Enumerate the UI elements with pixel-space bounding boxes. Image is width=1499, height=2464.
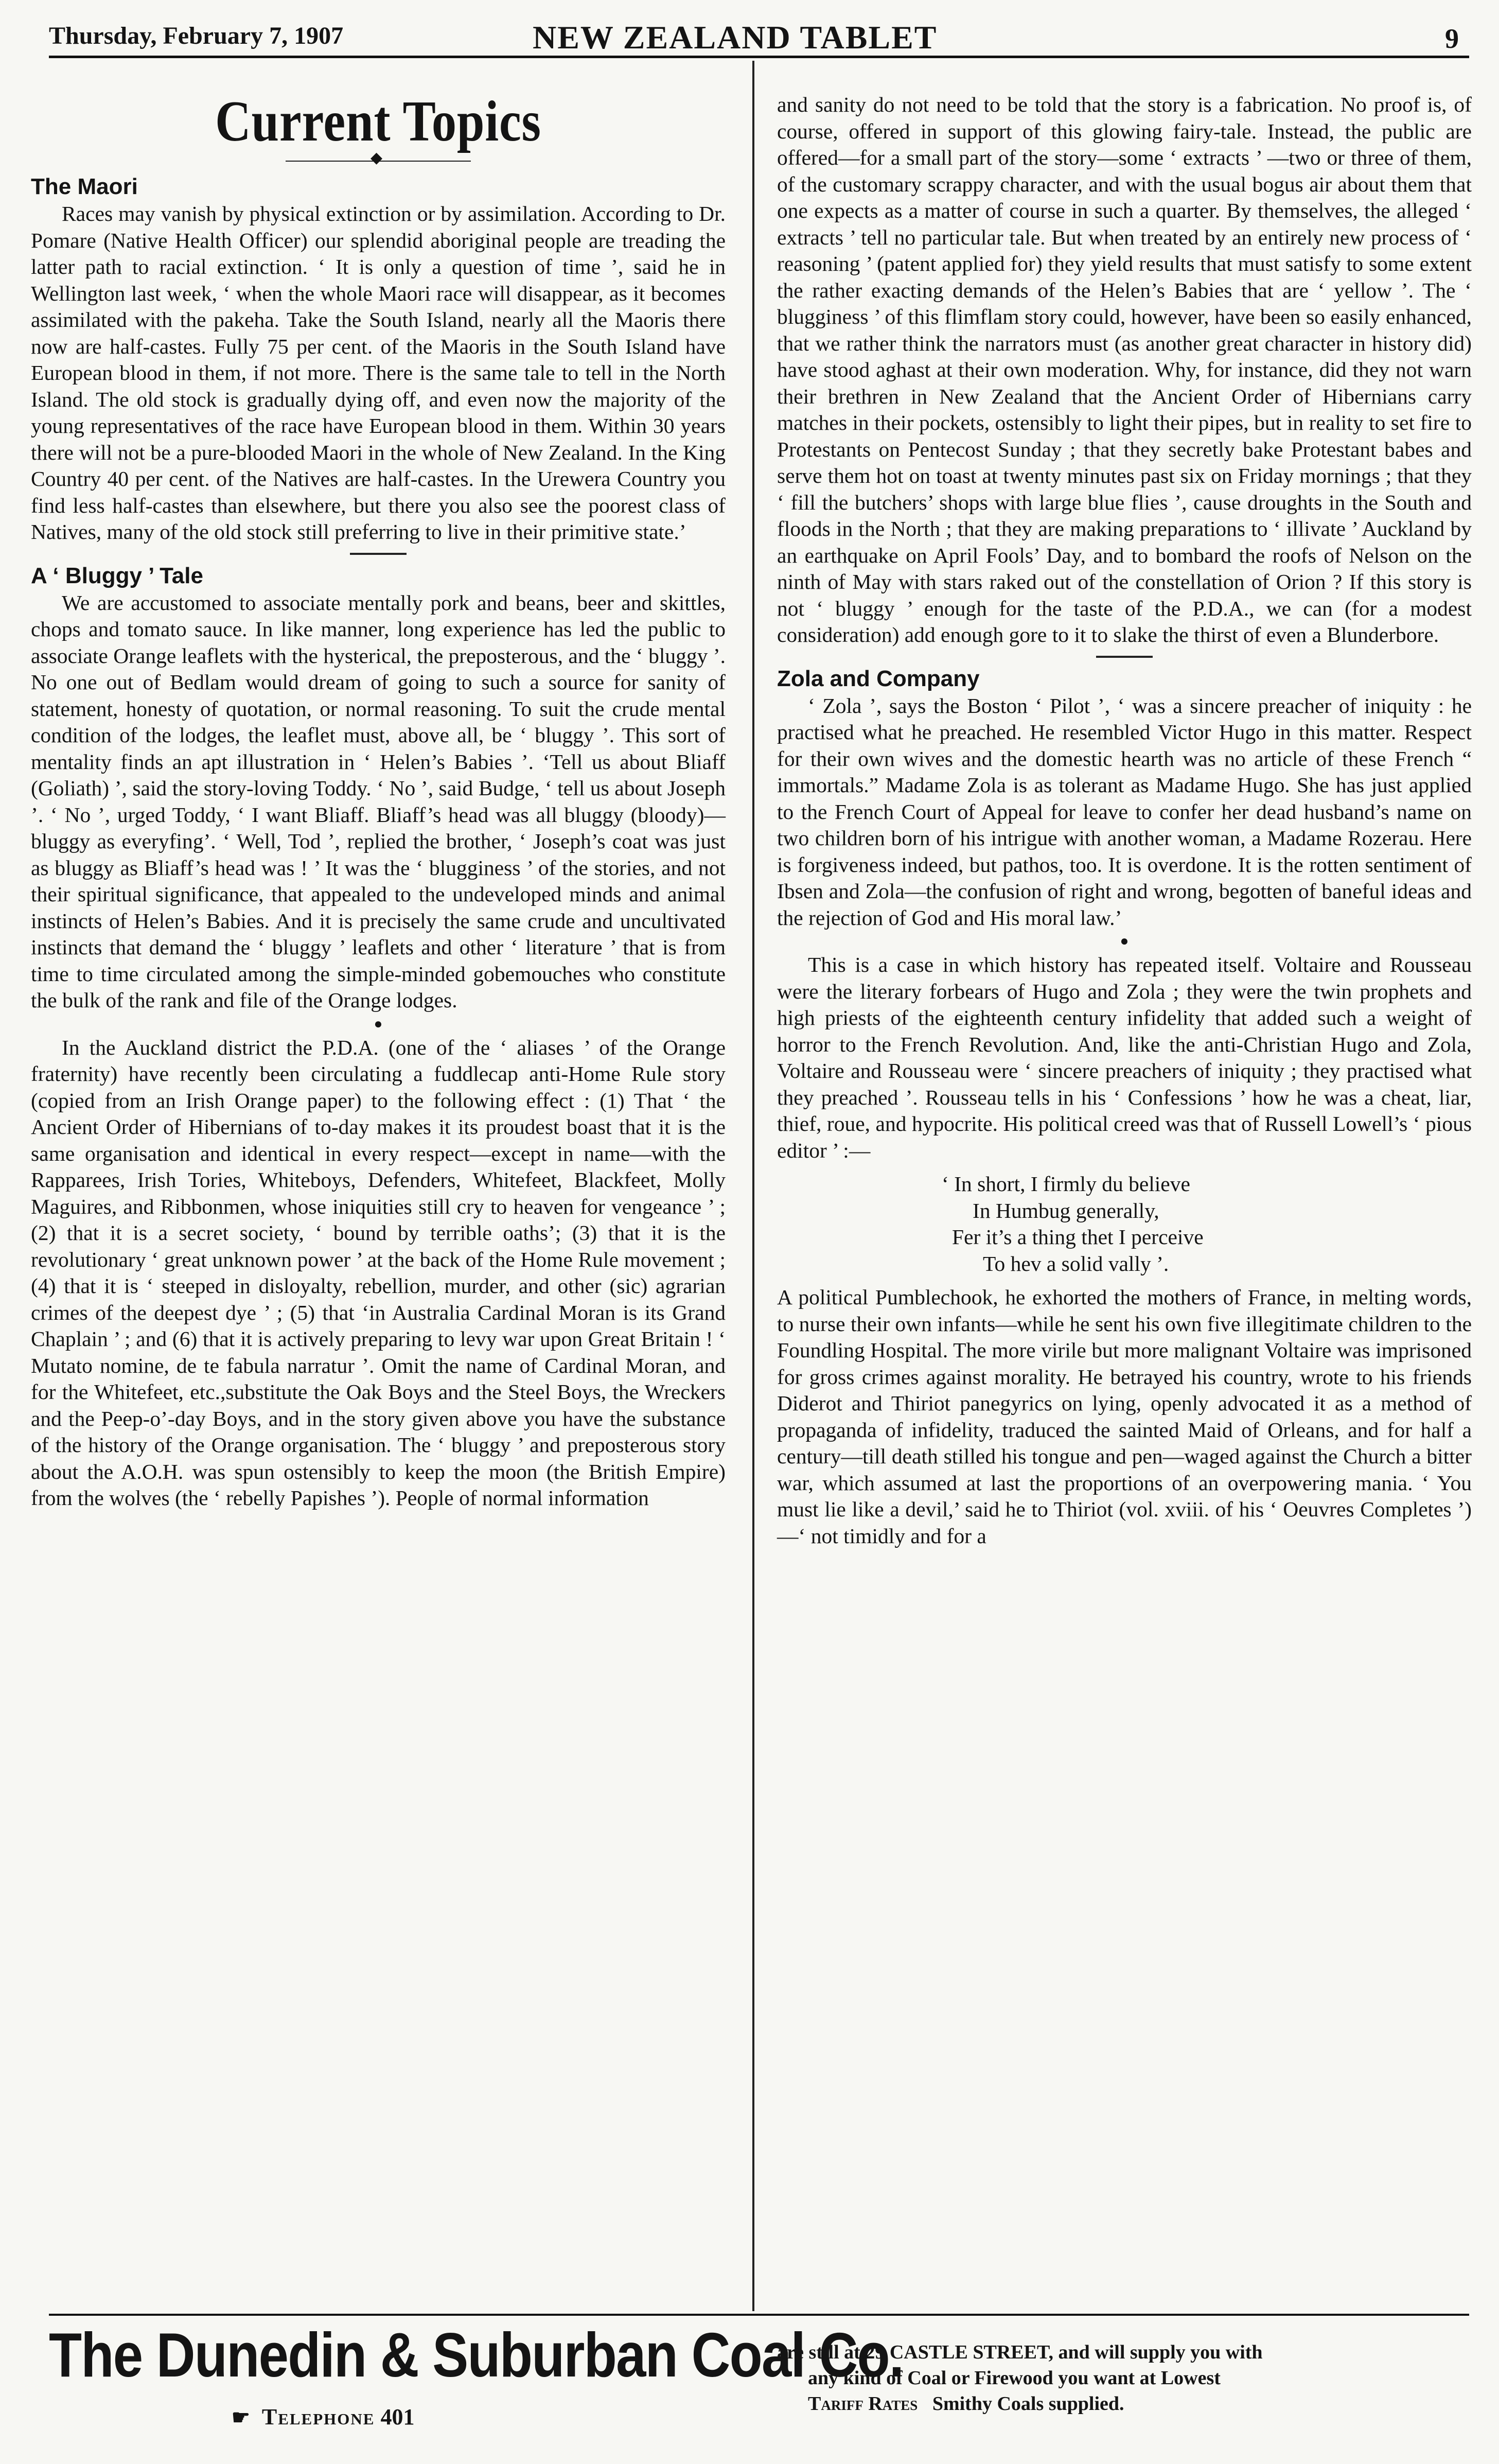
verse-line: ‘ In short, I firmly du believe: [942, 1172, 1190, 1196]
issue-date: Thursday, February 7, 1907: [49, 22, 344, 49]
advert-smithy: Smithy Coals supplied.: [932, 2393, 1124, 2415]
verse-line: To hev a solid vally ’.: [983, 1251, 1169, 1275]
heading-zola-and-company: Zola and Company: [777, 666, 980, 691]
publication-title: NEW ZEALAND TABLET: [533, 19, 938, 56]
advert-telephone: [232, 2404, 414, 2430]
verse-line: Fer it’s a thing thet I perceive: [952, 1225, 1204, 1249]
dot-separator-icon: ●: [1120, 933, 1129, 949]
section-title: Current Topics: [215, 90, 541, 153]
advert-line: are still at 29 CASTLE STREET, and will supply you with: [777, 2341, 1263, 2363]
verse-quote: [777, 1171, 1472, 1277]
header-rule: [49, 56, 1469, 58]
article-divider: [350, 553, 407, 555]
article-divider: [1096, 656, 1153, 658]
zola-paragraph-3: A political Pumblechook, he exhorted the mothers of France, in melting words, to nurse their own infants—while he sent his own five illegitimate children to the Foundling Hospital. The more virile but more malignant Voltaire was imprisoned for gross crimes against morality. He betrayed his country, wrote to his friends Diderot and Thiriot panegyrics on lying, openly advocated it as a method of propaganda of infidelity, traduced the sainted Maid of Orleans, and for half a century—till death stilled his tongue and pen—waged against the Church a bitter war, which assumed at last the proportions of an overpowering mania. ‘ You must lie like a devil,’ said he to Thiriot (vol. xviii. of his ‘ Oeuvres Completes ’)—‘ not timidly and for a: [777, 1285, 1472, 1548]
zola-paragraph-1: ‘ Zola ’, says the Boston ‘ Pilot ’, ‘ was a sincere preacher of iniquity : he practised what he preached. He resembled Victor Hugo in this matter. Respect for their own wives and the domestic hearth was no article of these French “ immortals.” Madame Zola is as tolerant as Madame Hugo. She has just applied to the French Court of Appeal for leave to confer her dead husband’s name on two children born of his intrigue with another woman, a Madame Rozerau. Here is forgiveness indeed, but pathos, too. It is overdone. It is the rotten sentiment of Ibsen and Zola—the confusion of right and wrong, begotten of baneful ideas and the rejection of God and His moral law.’: [777, 693, 1472, 930]
pointing-hand-icon: ☛: [232, 2406, 250, 2429]
page-number: 9: [1445, 23, 1459, 54]
footer-rule: [49, 2314, 1469, 2316]
heading-bluggy-tale: A ‘ Bluggy ’ Tale: [31, 563, 203, 588]
zola-paragraph-2: This is a case in which history has repeated itself. Voltaire and Rousseau were the literary forbears of Hugo and Zola ; they were the twin prophets and high priests of the eighteenth century infidelity that added such a weight of horror to the French Revolution. And, like the anti-Christian Hugo and Zola, Voltaire and Rousseau were ‘ sincere preachers of iniquity ; they practised what they preached ’. Rousseau tells in his ‘ Confessions ’ how he was a cheat, liar, thief, roue, and hypocrite. His political creed was that of Russell Lowell’s ‘ pious editor ’ :—: [777, 953, 1472, 1162]
heading-the-maori: The Maori: [31, 174, 138, 199]
ornament-divider: [31, 152, 726, 173]
telephone-number: 401: [380, 2404, 415, 2430]
left-column: [31, 90, 726, 1512]
maori-paragraph: Races may vanish by physical extinction or by assimilation. According to Dr. Pomare (Native Health Officer) our splendid aboriginal people are treading the latter path to racial extinction. ‘ It is only a question of time ’, said he in Wellington last week, ‘ when the whole Maori race will disappear, as it becomes assimilated with the pakeha. Take the South Island, nearly all the Maoris there now are half-castes. Fully 75 per cent. of the Maoris in the South Island have European blood in them, if not more. There is the same tale to tell in the North Island. The old stock is gradually dying off, and even now the majority of the young representatives of the race have European blood in them. Within 30 years there will not be a pure-blooded Maori in the whole of New Zealand. In the King Country 40 per cent. of the Natives are half-castes. In the Urewera Country you find less half-castes than elsewhere, but there you also see the poorest class of Natives, many of the old stock still preferring to live in their primitive state.’: [31, 202, 726, 544]
verse-line: In Humbug generally,: [973, 1198, 1159, 1222]
dot-separator-icon: ●: [374, 1016, 383, 1032]
advert-tariff: Tariff Rates: [808, 2393, 918, 2415]
page-header: [49, 19, 1469, 60]
column-divider: [752, 61, 754, 2311]
advert-line: [777, 2391, 1456, 2417]
telephone-label: Telephone: [261, 2404, 375, 2430]
bluggy-continuation: and sanity do not need to be told that the story is a fabrication. No proof is, of course, offered in support of this glowing fairy-tale. Instead, the public are offered—for a small part of the story—some ‘ extracts ’ —two or three of them, of the customary scrappy character, and with the usual bogus air about them that one expects as a matter of course in such a quarter. By themselves, the alleged ‘ extracts ’ tell no particular tale. But when treated by an entirely new process of ‘ reasoning ’ (patent applied for) they yield results that must satisfy to some extent the rather exacting demands of the Helen’s Babies that are ‘ yellow ’. The ‘ blugginess ’ of this flimflam story could, however, have been so easily enhanced, that we rather think the narrators must (as another great character in history did) have stood aghast at their own moderation. Why, for instance, did they not warn their brethren in New Zealand that the Ancient Order of Hibernians carry matches in their pockets, ostensibly to light their pipes, but in reality to set fire to Protestants on Pentecost Sunday ; that they secretly bake Protestant babes and serve them hot on toast at twenty minutes past six on Friday mornings ; that they ‘ fill the butchers’ shops with large blue flies ’, cause droughts in the South and floods in the North ; that they are making preparations to ‘ illivate ’ Auckland by an earthquake on April Fools’ Day, and to bombard the roofs of Nelson on the ninth of May with stars raked out of the constellation of Orion ? If this story is not ‘ bluggy ’ enough for the taste of the P.D.A., we can (for a modest consideration) add enough gore to it to slake the thirst of even a Blunderbore.: [777, 93, 1472, 646]
diamond-ornament-icon: [286, 161, 471, 162]
advert-line: any kind of Coal or Firewood you want at Lowest: [808, 2367, 1221, 2389]
right-column: [777, 92, 1472, 1549]
advert-company-name: The Dunedin & Suburban Coal Co.: [49, 2320, 904, 2390]
advert-text: [777, 2339, 1456, 2417]
bluggy-paragraph-1: We are accustomed to associate mentally pork and beans, beer and skittles, chops and tomato sauce. In like manner, long experience has led the public to associate Orange leaflets with the hysterical, the preposterous, and the ‘ bluggy ’. No one out of Bedlam would dream of going to such a source for sanity of statement, honesty of quotation, or normal reasoning. To suit the crude mental condition of the lodges, the leaflet must, above all, be ‘ bluggy ’. This sort of mentality finds an apt illustration in ‘ Helen’s Babies ’. ‘Tell us about Bliaff (Goliath) ’, said the story-loving Toddy. ‘ No ’, said Budge, ‘ tell us about Joseph ’. ‘ No ’, urged Toddy, ‘ I want Bliaff. Bliaff’s head was all bluggy (bloody)—bluggy as everyfing’. ‘ Well, Tod ’, replied the brother, ‘ Joseph’s coat was just as bluggy as Bliaff’s head was ! ’ It was the ‘ blugginess ’ of the stories, and not their spiritual significance, that appealed to the undeveloped minds and animal instincts of Helen’s Babies. And it is precisely the same crude and uncultivated instincts that demand the ‘ bluggy ’ leaflets and other ‘ literature ’ that is from time to time circulated among the simple-minded gobemouches who constitute the bulk of the rank and file of the Orange lodges.: [31, 590, 726, 1012]
bluggy-paragraph-2: In the Auckland district the P.D.A. (one of the ‘ aliases ’ of the Orange fraternity) have recently been circulating a fuddlecap anti-Home Rule story (copied from an Irish Orange paper) to the following effect : (1) That ‘ the Ancient Order of Hibernians of to-day makes it its proudest boast that it is the same organisation and identical in every respect—except in name—with the Rapparees, Irish Tories, Whiteboys, Defenders, Whitefeet, Blackfeet, Molly Maguires, and Ribbonmen, whose iniquities still cry to heaven for vengeance ’ ; (2) that it is a secret society, ‘ bound by terrible oaths’; (3) that it is the revolutionary ‘ great unknown power ’ at the back of the Home Rule movement ; (4) that it is ‘ steeped in disloyalty, rebellion, murder, and other (sic) agrarian crimes of the deepest dye ’ ; (5) that ‘in Australia Cardinal Moran is its Grand Chaplain ’ ; and (6) that it is actively preparing to levy war upon Great Britain ! ‘ Mutato nomine, de te fabula narratur ’. Omit the name of Cardinal Moran, and for the Whitefeet, etc.,substitute the Oak Boys and the Steel Boys, the Wreckers and the Peep-o’-day Boys, and in the story given above you have the substance of the history of the Orange organisation. The ‘ bluggy ’ and preposterous story about the A.O.H. was spun ostensibly to keep the moon (the British Empire) from the wolves (the ‘ rebelly Papishes ’). People of normal information: [31, 1035, 726, 1510]
